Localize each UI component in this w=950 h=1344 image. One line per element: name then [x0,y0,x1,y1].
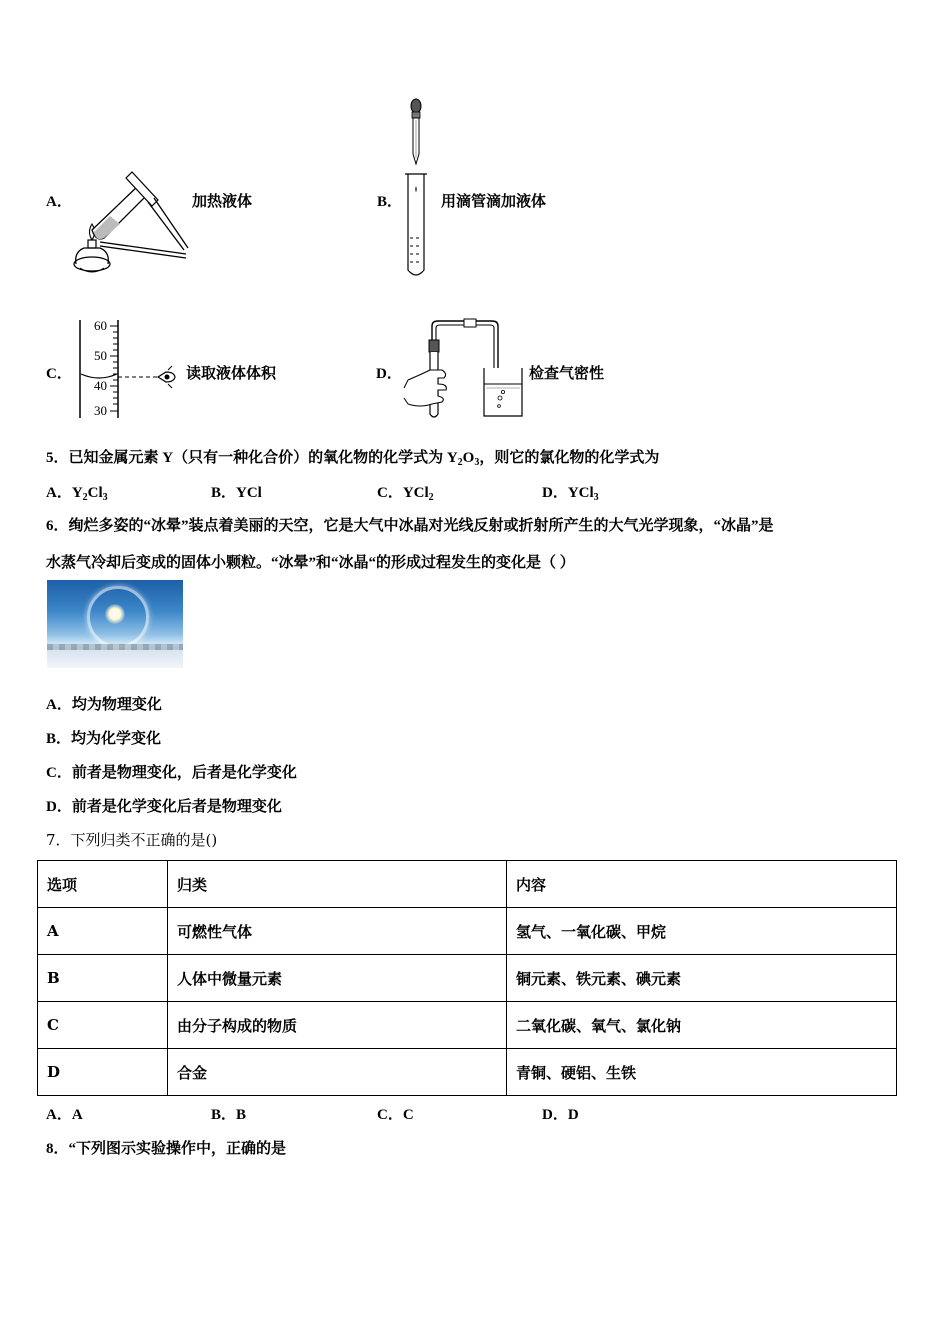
table-row [38,1002,897,1049]
option-a-caption: 加热液体 [192,194,253,210]
cylinder-tick-40: 40 [94,378,107,393]
row-category: 合金 [168,1049,507,1096]
q7-classification-table [37,860,897,1096]
row-option: D [38,1049,168,1096]
heating-liquid-diagram [70,172,194,278]
row-option: C [38,1002,168,1049]
row-content: 青铜、硬铝、生铁 [507,1049,897,1096]
q6-option-c: C．前者是物理变化，后者是化学变化 [46,765,297,781]
q7-option-a: A．A [46,1107,83,1123]
row-option: B [38,955,168,1002]
q6-stem-line-1: 6．绚烂多姿的“冰晕”装点着美丽的天空，它是大气中冰晶对光线反射或折射所产生的大气光学现象，“冰晶”是 [46,518,774,534]
option-a-letter: A． [46,194,72,210]
option-d-letter: D． [376,366,402,382]
cylinder-tick-30: 30 [94,403,107,418]
q5-option-c: C．YCl$_2$ [377,485,434,503]
q7-option-b: B．B [211,1107,247,1123]
q6-stem-line-2: 水蒸气冷却后变成的固体小颗粒。“冰晕”和“冰晶“的形成过程发生的变化是（ ） [46,555,575,571]
option-c-caption: 读取液体体积 [186,366,277,382]
header-category: 归类 [168,861,507,908]
q5-stem: 5．已知金属元素 Y（只有一种化合价）的氧化物的化学式为 $Y_2O_3$，则它的氯化物的化学式为 [46,450,660,468]
table-row [38,955,897,1002]
option-b-caption: 用滴管滴加液体 [441,194,547,210]
option-b-letter: B． [377,194,403,210]
q6-option-b: B．均为化学变化 [46,731,162,747]
q7-option-d: D．D [542,1107,579,1123]
q8-stem: 8．“下列图示实验操作中，正确的是 [46,1141,287,1157]
header-option: 选项 [38,861,168,908]
cylinder-tick-50: 50 [94,348,107,363]
q5-option-a: A．$Y_2Cl_3$ [46,485,108,503]
table-header-row [38,861,897,908]
header-content: 内容 [507,861,897,908]
q7-option-c: C．C [377,1107,414,1123]
airtightness-check-diagram [402,318,528,422]
cylinder-tick-60: 60 [94,318,107,333]
option-c-letter: C． [46,366,72,382]
dropper-test-tube-diagram [400,98,436,280]
row-content: 二氧化碳、氧气、氯化钠 [507,1002,897,1049]
q7-stem: 7．下列归类不正确的是() [46,831,218,849]
row-category: 由分子构成的物质 [168,1002,507,1049]
row-category: 人体中微量元素 [168,955,507,1002]
table-row [38,1049,897,1096]
row-category: 可燃性气体 [168,908,507,955]
q5-option-b: B．YCl [211,485,262,501]
row-option: A [38,908,168,955]
row-content: 氢气、一氧化碳、甲烷 [507,908,897,955]
option-d-caption: 检查气密性 [529,366,605,382]
q6-option-a: A．均为物理变化 [46,697,162,713]
q6-option-d: D．前者是化学变化后者是物理变化 [46,799,282,815]
q5-option-d: D．YCl$_3$ [542,485,599,503]
ice-halo-photo [47,580,183,668]
row-content: 铜元素、铁元素、碘元素 [507,955,897,1002]
table-row [38,908,897,955]
